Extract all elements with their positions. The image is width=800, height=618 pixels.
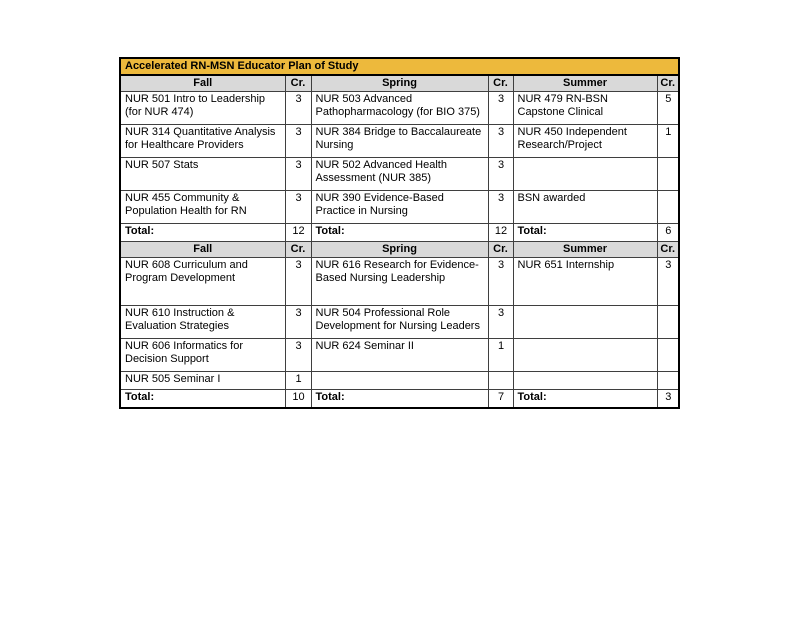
summer-total-value: 3 bbox=[657, 390, 679, 408]
course-row bbox=[120, 92, 679, 125]
spring-total-value: 12 bbox=[488, 224, 513, 242]
fall-course-cell: NUR 610 Instruction & Evaluation Strategies bbox=[120, 306, 285, 339]
spring-total-value: 7 bbox=[488, 390, 513, 408]
summer-credit-cell bbox=[657, 339, 679, 372]
header-fall: Fall bbox=[120, 242, 285, 258]
summer-course-cell bbox=[513, 339, 657, 372]
spring-course-cell bbox=[311, 372, 488, 390]
fall-credit-cell: 3 bbox=[285, 191, 311, 224]
fall-course-cell: NUR 507 Stats bbox=[120, 158, 285, 191]
header-credits: Cr. bbox=[488, 242, 513, 258]
summer-course-cell: NUR 651 Internship bbox=[513, 258, 657, 306]
spring-course-cell: NUR 624 Seminar II bbox=[311, 339, 488, 372]
fall-total-value: 12 bbox=[285, 224, 311, 242]
spring-credit-cell: 1 bbox=[488, 339, 513, 372]
course-row bbox=[120, 125, 679, 158]
spring-credit-cell bbox=[488, 372, 513, 390]
fall-credit-cell: 3 bbox=[285, 258, 311, 306]
header-credits: Cr. bbox=[285, 242, 311, 258]
spring-credit-cell: 3 bbox=[488, 306, 513, 339]
spring-credit-cell: 3 bbox=[488, 92, 513, 125]
spring-course-cell: NUR 390 Evidence-Based Practice in Nursing bbox=[311, 191, 488, 224]
summer-credit-cell: 1 bbox=[657, 125, 679, 158]
header-fall: Fall bbox=[120, 75, 285, 92]
fall-course-cell: NUR 606 Informatics for Decision Support bbox=[120, 339, 285, 372]
spring-course-cell: NUR 504 Professional Role Development for Nursing Leaders bbox=[311, 306, 488, 339]
summer-credit-cell bbox=[657, 306, 679, 339]
semester-header-row-1 bbox=[120, 75, 679, 92]
fall-credit-cell: 3 bbox=[285, 339, 311, 372]
table-title-row bbox=[120, 58, 679, 75]
spring-credit-cell: 3 bbox=[488, 158, 513, 191]
header-summer: Summer bbox=[513, 242, 657, 258]
total-row bbox=[120, 224, 679, 242]
summer-course-cell bbox=[513, 158, 657, 191]
summer-credit-cell: 5 bbox=[657, 92, 679, 125]
fall-total-label: Total: bbox=[120, 224, 285, 242]
spring-total-label: Total: bbox=[311, 224, 488, 242]
header-spring: Spring bbox=[311, 75, 488, 92]
summer-credit-cell bbox=[657, 158, 679, 191]
fall-credit-cell: 3 bbox=[285, 125, 311, 158]
summer-course-cell: BSN awarded bbox=[513, 191, 657, 224]
spring-total-label: Total: bbox=[311, 390, 488, 408]
fall-total-label: Total: bbox=[120, 390, 285, 408]
table-title: Accelerated RN-MSN Educator Plan of Study bbox=[120, 58, 679, 75]
summer-course-cell: NUR 450 Independent Research/Project bbox=[513, 125, 657, 158]
course-row bbox=[120, 372, 679, 390]
summer-credit-cell bbox=[657, 191, 679, 224]
summer-total-label: Total: bbox=[513, 224, 657, 242]
spring-course-cell: NUR 502 Advanced Health Assessment (NUR 385) bbox=[311, 158, 488, 191]
spring-course-cell: NUR 616 Research for Evidence-Based Nursing Leadership bbox=[311, 258, 488, 306]
fall-total-value: 10 bbox=[285, 390, 311, 408]
summer-total-value: 6 bbox=[657, 224, 679, 242]
spring-course-cell: NUR 384 Bridge to Baccalaureate Nursing bbox=[311, 125, 488, 158]
header-spring: Spring bbox=[311, 242, 488, 258]
fall-course-cell: NUR 501 Intro to Leadership (for NUR 474) bbox=[120, 92, 285, 125]
header-credits: Cr. bbox=[488, 75, 513, 92]
plan-of-study-table bbox=[119, 57, 680, 409]
summer-course-cell: NUR 479 RN-BSN Capstone Clinical bbox=[513, 92, 657, 125]
spring-credit-cell: 3 bbox=[488, 258, 513, 306]
spring-credit-cell: 3 bbox=[488, 191, 513, 224]
fall-course-cell: NUR 608 Curriculum and Program Development bbox=[120, 258, 285, 306]
summer-credit-cell: 3 bbox=[657, 258, 679, 306]
fall-credit-cell: 3 bbox=[285, 92, 311, 125]
summer-credit-cell bbox=[657, 372, 679, 390]
semester-header-row-2 bbox=[120, 242, 679, 258]
plan-of-study-table-container bbox=[119, 57, 680, 409]
header-credits: Cr. bbox=[657, 242, 679, 258]
fall-credit-cell: 1 bbox=[285, 372, 311, 390]
fall-course-cell: NUR 455 Community & Population Health for RN bbox=[120, 191, 285, 224]
course-row bbox=[120, 158, 679, 191]
fall-course-cell: NUR 505 Seminar I bbox=[120, 372, 285, 390]
course-row bbox=[120, 306, 679, 339]
summer-course-cell bbox=[513, 306, 657, 339]
header-summer: Summer bbox=[513, 75, 657, 92]
fall-credit-cell: 3 bbox=[285, 158, 311, 191]
spring-credit-cell: 3 bbox=[488, 125, 513, 158]
summer-total-label: Total: bbox=[513, 390, 657, 408]
fall-course-cell: NUR 314 Quantitative Analysis for Healthcare Providers bbox=[120, 125, 285, 158]
course-row bbox=[120, 191, 679, 224]
summer-course-cell bbox=[513, 372, 657, 390]
header-credits: Cr. bbox=[285, 75, 311, 92]
header-credits: Cr. bbox=[657, 75, 679, 92]
course-row bbox=[120, 258, 679, 306]
course-row bbox=[120, 339, 679, 372]
total-row bbox=[120, 390, 679, 408]
spring-course-cell: NUR 503 Advanced Pathopharmacology (for BIO 375) bbox=[311, 92, 488, 125]
fall-credit-cell: 3 bbox=[285, 306, 311, 339]
